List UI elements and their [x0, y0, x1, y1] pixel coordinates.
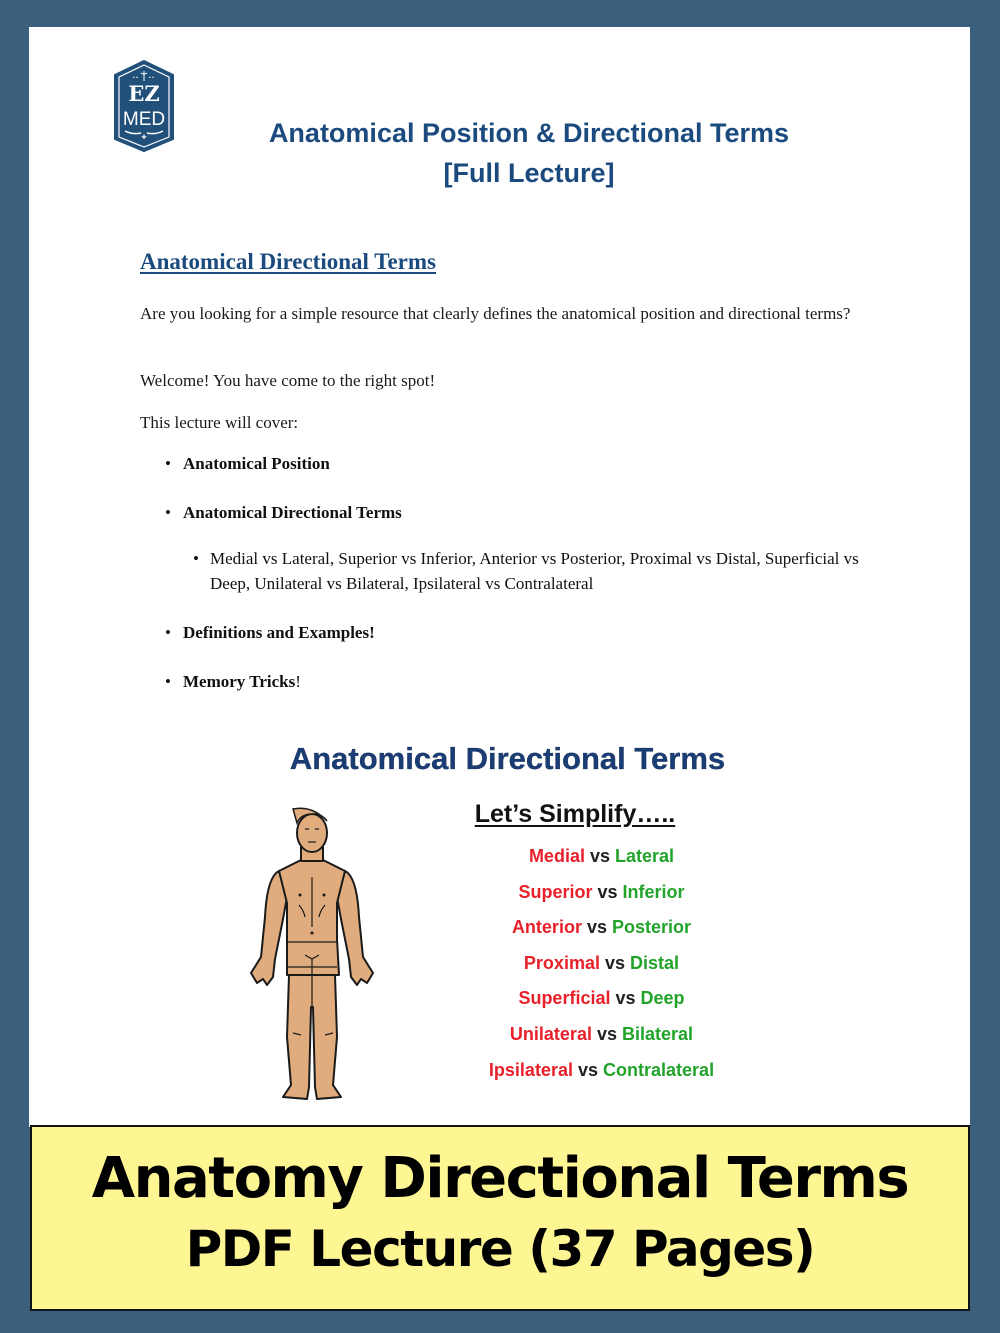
list-item: • Definitions and Examples!: [159, 620, 859, 645]
term-opposite: Inferior: [622, 881, 685, 902]
vs-label: vs: [604, 952, 626, 973]
title-line-2: [Full Lecture]: [443, 158, 615, 188]
term-pair: [449, 878, 754, 914]
term-pair: [449, 1056, 754, 1092]
vs-label: vs: [589, 846, 610, 866]
vs-label: vs: [597, 881, 618, 902]
logo-text-med: MED: [122, 109, 166, 130]
term-primary: Ipsilateral: [488, 1059, 573, 1080]
svg-text:✚: ✚: [141, 135, 147, 141]
term-opposite: Lateral: [615, 846, 675, 866]
list-item: • Anatomical Directional Terms: [159, 500, 859, 525]
logo-text-ez: EZ: [128, 81, 160, 106]
vs-label: vs: [615, 988, 636, 1009]
product-banner: [30, 1125, 970, 1311]
term-opposite: Contralateral: [603, 1059, 715, 1080]
vs-label: vs: [577, 1059, 599, 1080]
list-item: • Anatomical Position: [159, 451, 859, 476]
sub-list-item: • Medial vs Lateral, Superior vs Inferior, Anterior vs Posterior, Proximal vs Distal, Superficial vs Deep, Unilateral vs Bilateral, Ipsilateral vs Contralateral: [159, 546, 859, 596]
directional-terms-pairs: [449, 842, 754, 1091]
document-page: [29, 27, 970, 1127]
term-pair: [449, 842, 754, 878]
term-pair: [449, 984, 754, 1020]
term-primary: Unilateral: [509, 1023, 592, 1044]
banner-title: Anatomy Directional Terms: [91, 1146, 909, 1211]
diagram-title: Anatomical Directional Terms: [289, 741, 726, 776]
human-body-figure-icon: [249, 807, 375, 1107]
title-line-1: Anatomical Position & Directional Terms: [268, 118, 790, 148]
term-primary: Medial: [528, 846, 585, 866]
ez-med-logo-icon: [113, 59, 175, 153]
term-pair: [449, 949, 754, 985]
svg-text:• •: • •: [149, 75, 154, 81]
banner-subtitle: PDF Lecture (37 Pages): [185, 1220, 815, 1278]
term-primary: Superficial: [518, 988, 611, 1009]
svg-text:• •: • •: [133, 75, 138, 81]
term-opposite: Distal: [630, 952, 680, 973]
document-title: [189, 113, 869, 193]
list-item: • Memory Tricks!: [159, 669, 859, 694]
vs-label: vs: [596, 1023, 617, 1044]
term-opposite: Bilateral: [622, 1023, 694, 1044]
vs-label: vs: [586, 917, 607, 938]
intro-paragraph: Are you looking for a simple resource that clearly defines the anatomical position and directional terms?: [140, 304, 851, 323]
term-primary: Superior: [518, 881, 593, 902]
diagram-subtitle: Let’s Simplify…..: [474, 800, 676, 828]
term-primary: Anterior: [511, 917, 582, 938]
term-pair: [449, 913, 754, 949]
term-pair: [449, 1020, 754, 1056]
term-opposite: Deep: [640, 988, 685, 1009]
section-heading: Anatomical Directional Terms: [140, 249, 436, 274]
term-opposite: Posterior: [612, 917, 692, 938]
cover-intro-paragraph: This lecture will cover:: [140, 413, 299, 432]
term-primary: Proximal: [523, 952, 600, 973]
topics-list: [159, 451, 859, 718]
welcome-paragraph: Welcome! You have come to the right spot!: [140, 371, 436, 390]
